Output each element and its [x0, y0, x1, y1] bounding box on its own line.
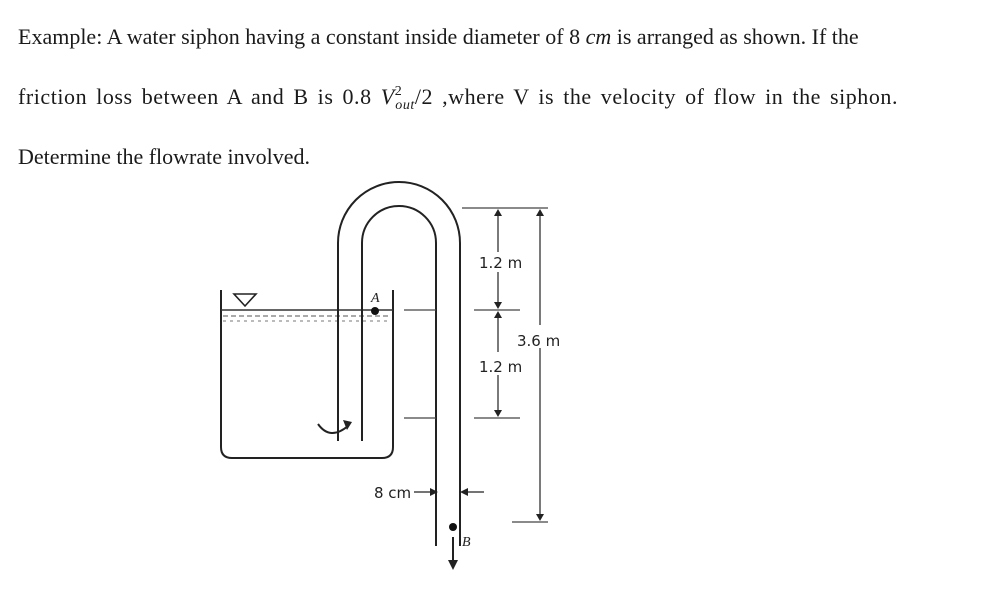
reference-lines [404, 208, 548, 522]
point-b-marker [448, 523, 458, 570]
problem-line-3: Determine the flowrate involved. [18, 144, 311, 169]
inflow-arrow-icon [318, 420, 352, 433]
point-a-marker [371, 307, 379, 315]
problem-line-2-text: friction loss between A and B is 0.8 [18, 84, 381, 109]
velocity-symbol: V [380, 84, 395, 109]
dimension-middle-label: 1.2 m [479, 358, 523, 376]
point-a-label: A [371, 291, 380, 306]
point-b-label: B [462, 535, 471, 550]
diameter-arrows [414, 488, 484, 496]
velocity-subscript: out [395, 98, 415, 113]
problem-line-1-end: is arranged as shown. If the [611, 24, 859, 49]
free-surface-symbol [234, 294, 256, 306]
problem-line-1-text: Example: A water siphon having a constant inside diameter of 8 [18, 24, 586, 49]
diameter-label: 8 cm [374, 484, 412, 502]
dimension-total [536, 209, 544, 521]
reservoir-tank [221, 290, 393, 458]
dimension-total-label: 3.6 m [517, 332, 561, 350]
dimension-top-label: 1.2 m [479, 254, 523, 272]
problem-line-2-end: /2 ,where V is the velocity of flow in the siphon. [414, 84, 899, 109]
velocity-exponent: 2 [394, 84, 403, 99]
diameter-unit: cm [585, 24, 612, 49]
